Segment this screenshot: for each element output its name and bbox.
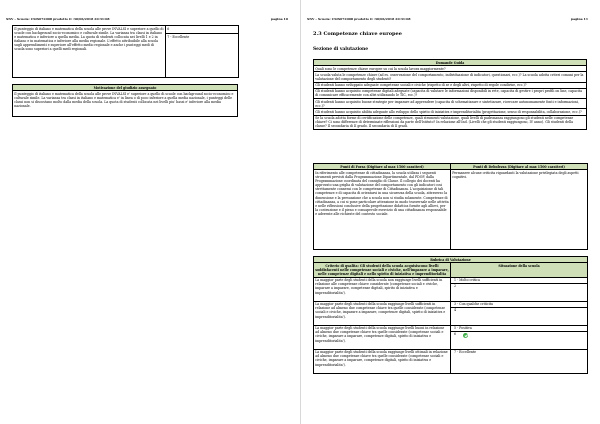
score-label: 6 [166, 26, 239, 34]
score-caption: 7 - Eccellente [166, 34, 239, 78]
motivation-table [12, 84, 238, 117]
rubric-row [314, 301, 588, 325]
motivation-text: Il punteggio di italiano e matematica della scuola alle prove INVALSI e' superiore a quello di scuole con background socio-economico e culturale simile. La varianza tra classi in italiano e matematica e' in linea o di poco inferiore a quella media nazionale, i punteggi delle classi non si discostano molto dalla media della scuola. La quota di studenti collocata nei livelli piu' bassi e' inferiore alla media nazionale. [13, 91, 238, 117]
rating-label: 6 [454, 332, 457, 337]
rubric-criteria: La maggior parte degli studenti della scuola raggiunge livelli sufficienti in relazione ad almeno due competenze chiave tra quelle considerate (competenze sociali e civiche, imparare a imparare, competenze digitali, spirito di iniziativa e imprenditorialita'). [314, 301, 451, 325]
section-subtitle: Sezione di valutazione [313, 47, 369, 52]
rating-label: 5 - Positiva [454, 325, 472, 330]
document-reference: SNV - Scuola: CSIS072008 prodotto il :30/06/2018 20:31:08 [6, 17, 110, 21]
rubric-row [314, 349, 588, 373]
rubric-situation-header: Situazione della scuola [451, 263, 588, 277]
strengths-heading: Punti di Forza (Digitare al max 1500 caratteri) [314, 164, 451, 170]
rubric-heading: Rubrica di Valutazione [314, 257, 588, 263]
rubric-criteria: La maggior parte degli studenti della scuola raggiunge livelli buoni in relazione ad almeno due competenze chiave tra quelle considerate (competenze sociali e civiche, imparare a imparare, competenze digitali, spirito di iniziativa e imprenditorialita'). [314, 325, 451, 349]
rubric-criteria-header: Criterio di qualita: Gli studenti della scuola acquisiscono livelli soddisfacenti nelle competenze sociali e civiche, nell'imparare a imparare, nelle competenze digitali e nello spirito di iniziativa e imprenditorialita [315, 263, 449, 276]
rating-label: 3 - Con qualche criticita [454, 301, 493, 306]
strengths-table [313, 163, 588, 250]
guide-table [313, 59, 587, 130]
guide-heading: Domande Guida [314, 60, 587, 66]
guide-row: Gli studenti hanno sviluppato adeguate competenze sociali e civiche (rispetto di se e degli altri, rispetto di regole condivise, ecc.)? [314, 82, 587, 88]
rating-option [451, 331, 587, 338]
strengths-text: In riferimento alle competenze di cittadinanza, la scuola utilizza i seguenti strumenti previsti dalla Programmazione Dipartimentale, dal PDOF, dalla Programmazione coordinata del consiglio di Classe. Il collegio dei docenti ha approvato una griglia di valutazione del comportamento con gli indicatori cosi strettamente connessi con le competenze di Cittadinanza. L'acquisizione di tali competenze e di capacita di orientarsi in una sicurezza della scuola, attraverso la dimensione e la persuasione che a scuola non si studia solamente. Competenze di cittadinanza, a cui si pone particolare attenzione in modo trasversale nelle attivita e nelle riflessioni conclusive della progettazione didattica fornite agli allievi, per la costruzione e il pieno e consapevole esercizio di una cittadinanza responsabile e aderente alle richieste del contesto sociale. [314, 170, 451, 250]
rating-label: 7 - Eccellente [454, 349, 477, 354]
score-table [12, 25, 239, 78]
guide-row: Gli studenti hanno acquisito abilita adeguate allo sviluppo dello spirito di iniziativa e imprenditorialita (progettazione, senso di responsabilita, collaborazione, ecc.)? [314, 109, 587, 115]
rubric-row [314, 325, 588, 349]
rubric-situation [451, 301, 588, 325]
rubric-criteria: La maggior parte degli studenti della scuola non raggiunge livelli sufficienti in relazione alle competenze chiave considerate (competenze sociali e civiche, imparare a imparare, competenze digitali, spirito di iniziativa e imprenditorialita'). [314, 277, 451, 301]
guide-row: Gli studenti hanno acquisito competenze digitali adeguate (capacita di valutare le informazioni disponibili in rete, capacita di gestire i propri profili on line, capacita di comunicare efficacemente con altri utilizzando le TIC, ecc.)? [314, 88, 587, 98]
page-number: pagina 11 [570, 17, 588, 21]
criteria-text: Il punteggio di italiano e matematica della scuola alle prove INVALSI e superiore a quello di scuole con background socio-economico e culturale simile. La varianza tra classi in italiano e matematica e inferiore a quella media. La quota di studenti collocata nei livelli 1 e 2 in italiano e in matematica e inferiore alla media regionale. L'effetto attribuibile alla scuola sugli apprendimenti e superiore all'effetto medio regionale e anche i punteggi medi di scuola sono superiori a quelli medi regionali. [13, 26, 166, 78]
page-number: pagina 10 [270, 17, 288, 21]
guide-row: Gli studenti hanno acquisito buone strategie per imparare ad apprendere (capacita di schematizzare e sintetizzare, ricercare autonomamente fonti e informazioni, ecc.)? [314, 99, 587, 109]
rubric-situation [451, 325, 588, 349]
rating-option [451, 307, 587, 314]
rubric-table [313, 256, 588, 374]
motivation-heading: Motivazione del giudizio assegnato [13, 85, 238, 91]
rubric-situation [451, 277, 588, 301]
rubric-situation [451, 349, 588, 373]
guide-row: La scuola valuta le competenze chiave (ad es. osservazione del comportamento, individuazione di indicatori, questionari, ecc.)? La scuola adotta criteri comuni per la valutazione del comportamento degli studenti? [314, 72, 587, 82]
guide-row: Quali sono le competenze chiave europee su cui la scuola lavora maggiormente? [314, 66, 587, 72]
guide-row: Se la scuola adotta forme di certificazione delle competenze, quali strumenti valutazione, quali livelli di padronanza raggiungono gli studenti nelle competenze chiave? Ci sono differenze di determinate riflessioni da parte dell'Istituto? In relazione all'Ind. (Livelli che gli studenti raggiungono, IV anno). Gli studenti della classe? Il secondaria di II grado. Il secondaria di II gradi. [314, 115, 587, 129]
section-title: 2.3 Competenze chiave europee [313, 31, 402, 37]
rating-label: 2 [454, 284, 457, 289]
rating-label: 4 [454, 308, 457, 313]
right-page [300, 0, 600, 424]
rating-option [451, 350, 587, 356]
weaknesses-text: Permanere alcune criticita riguardanti la valutazione privilegiata degli aspetti cognitivi. [451, 170, 588, 250]
rating-option [451, 283, 587, 290]
rubric-row [314, 277, 588, 301]
rating-label: 1 - Molto critica [454, 277, 480, 282]
document-reference: SNV - Scuola: CSIS072008 prodotto il :30/06/2018 20:31:08 [307, 17, 411, 21]
selected-check-icon [463, 333, 468, 338]
rubric-criteria: La maggior parte degli studenti della scuola raggiunge livelli ottimali in relazione ad almeno due competenze chiave tra quelle considerate (competenze sociali e civiche, imparare a imparare, competenze digitali, spirito di iniziativa e imprenditorialita'). [314, 349, 451, 373]
weaknesses-heading: Punti di Debolezza (Digitare al max 1500 caratteri) [451, 164, 588, 170]
